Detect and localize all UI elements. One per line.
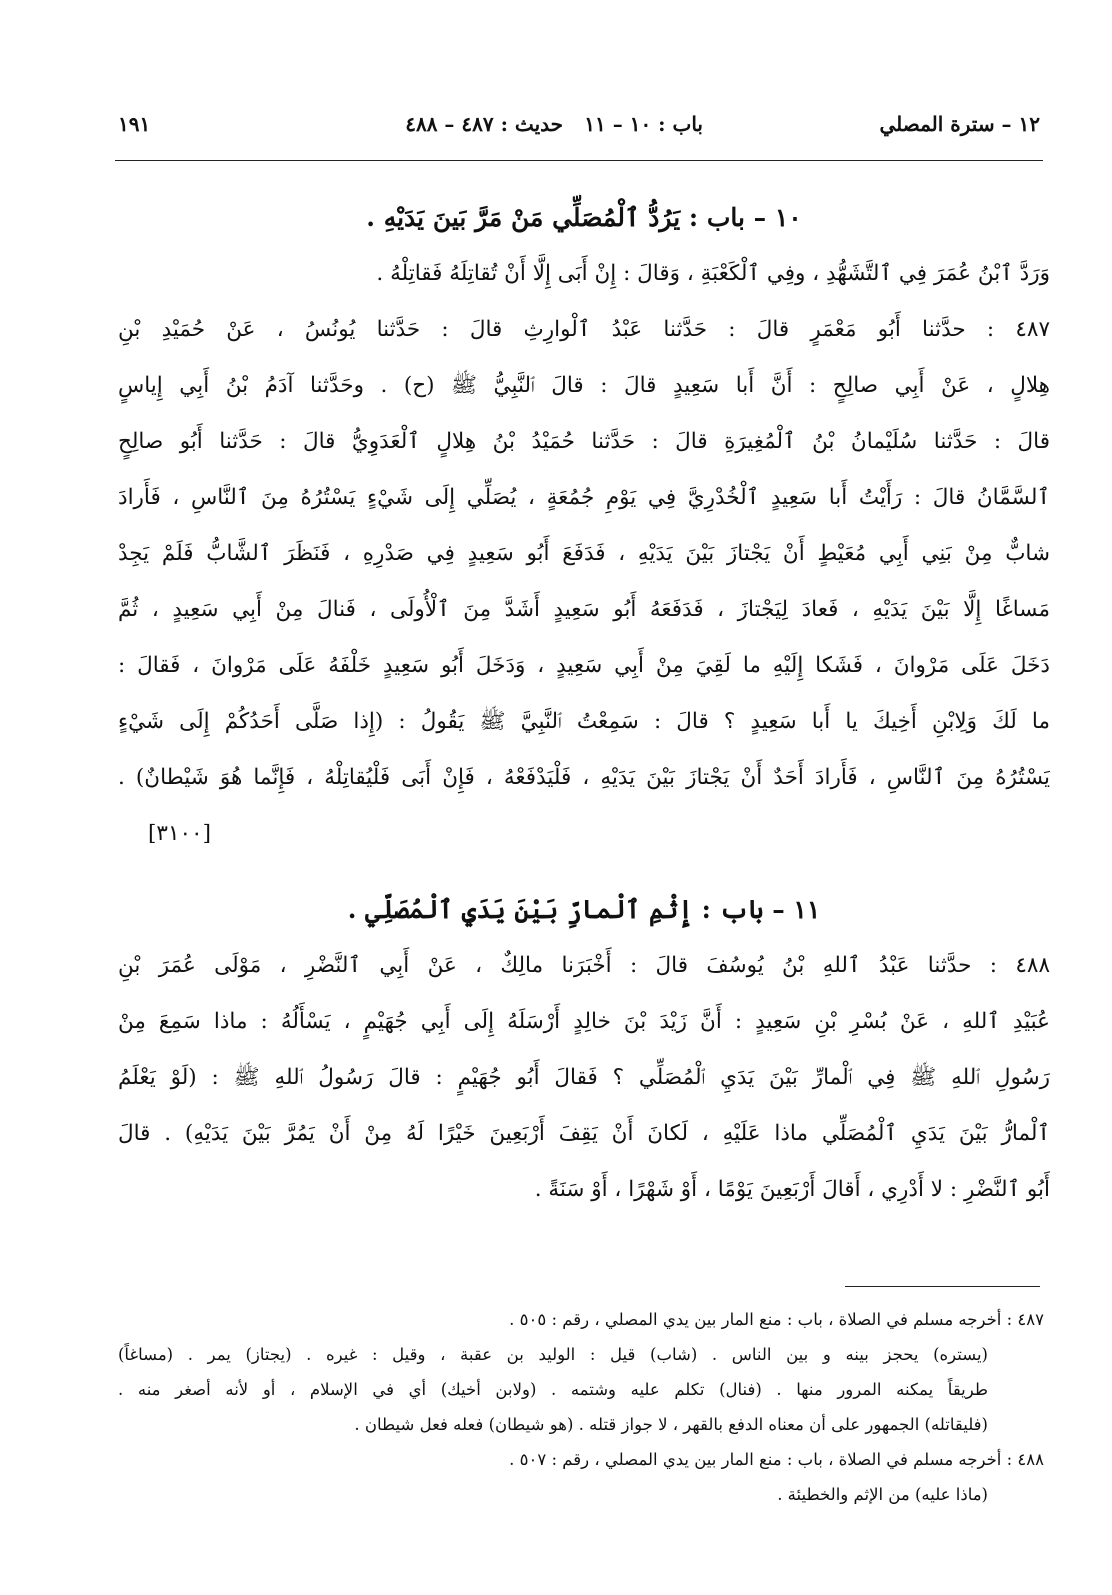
footnote-487-gloss: طريقاً يمكنه المرور منها . (فنال) تكلم عليه وشتمه . (ولابن أخيك) أي في الإسلام ، أو لأنه أصغر منه . <box>118 1380 988 1399</box>
cross-reference: [٣١٠٠] <box>148 821 211 846</box>
section-10 <box>118 190 1050 862</box>
footnote-487-gloss: (يستره) يحجز بينه و بين الناس . (شاب) قيل : الوليد بن عقبة ، وقيل : غيره . (يجتاز) يمر . (مساغاً) <box>118 1345 988 1364</box>
section-11-heading: ١١ – باب : إِثْمِ ٱلْمارِّ بَيْنَ يَدَيِ ٱلْمُصَلِّي . <box>347 895 821 924</box>
footnote-488-gloss: (ماذا عليه) من الإثم والخطيئة . <box>777 1485 988 1504</box>
footnote-487-gloss: (فليقاتله) الجمهور على أن معناه الدفع بالقهر ، لا جواز قتله . (هو شيطان) فعله فعل شيطان . <box>354 1415 988 1434</box>
header-rule <box>115 160 1043 161</box>
section-11 <box>118 882 1050 1218</box>
footnote-487-source: ٤٨٧ : أخرجه مسلم في الصلاة ، باب : منع المار بين يدي المصلي ، رقم : ٥٠٥ . <box>509 1310 1044 1329</box>
chapter-title: ١٢ – سترة المصلي <box>879 112 1040 136</box>
hadith-487-line: دَخَلَ عَلَى مَرْوانَ ، فَشَكا إِلَيْهِ ما لَقِيَ مِنْ أَبِي سَعِيدٍ ، وَدَخَلَ أَبُو سَعِيدٍ خَلْفَهُ عَلَى مَرْوانَ ، فَقالَ : <box>118 653 1050 678</box>
hadith-range: حديث : ٤٨٧ – ٤٨٨ <box>405 112 563 136</box>
hadith-487-line: ما لَكَ وَلِابْنِ أَخِيكَ يا أَبا سَعِيدٍ ؟ قالَ : سَمِعْتُ ٱلنَّبِيَّ ﷺ يَقُولُ : (إِذا صَلَّى أَحَدُكُمْ إِلَى شَيْءٍ <box>118 709 1050 734</box>
footnotes <box>118 1302 1044 1512</box>
running-header <box>118 112 1048 146</box>
hadith-487-line: مَساغًا إِلَّا بَيْنَ يَدَيْهِ ، فَعادَ لِيَجْتازَ ، فَدَفَعَهُ أَبُو سَعِيدٍ أَشَدَّ مِنَ ٱلْأُولَى ، فَنالَ مِنْ أَبِي سَعِيدٍ ، ثُمَّ <box>118 597 1050 622</box>
bab-range: باب : ١٠ – ١١ <box>584 112 703 136</box>
hadith-487-line: يَسْتُرُهُ مِنَ ٱلنَّاسِ ، فَأَرادَ أَحَدٌ أَنْ يَجْتازَ بَيْنَ يَدَيْهِ ، فَلْيَدْفَعْهُ ، فَإِنْ أَبَى فَلْيُقاتِلْهُ ، فَإِنَّما هُوَ شَيْطانٌ) . <box>118 765 1050 790</box>
hadith-487-line: شابٌّ مِنْ بَنِي أَبِي مُعَيْطٍ أَنْ يَجْتازَ بَيْنَ يَدَيْهِ ، فَدَفَعَ أَبُو سَعِيدٍ فِي صَدْرِهِ ، فَنَظَرَ ٱلشَّابُّ فَلَمْ يَجِدْ <box>118 541 1050 566</box>
hadith-488-line: رَسُولِ ٱللهِ ﷺ فِي ٱلْمارِّ بَيْنَ يَدَيِ ٱلْمُصَلِّي ؟ فَقالَ أَبُو جُهَيْمٍ : قالَ رَسُولُ ٱللهِ ﷺ : (لَوْ يَعْلَمُ <box>118 1065 1050 1090</box>
hadith-488-line: أَبُو ٱلنَّضْرِ : لا أَدْرِي ، أَقالَ أَرْبَعِينَ يَوْمًا ، أَوْ شَهْرًا ، أَوْ سَنَةً . <box>534 1177 1050 1202</box>
hadith-488-line: ٤٨٨ : حدَّثنا عَبْدُ ٱللهِ بْنُ يُوسُفَ قالَ : أَخْبَرَنا مالِكٌ ، عَنْ أَبِي ٱلنَّضْرِ ، مَوْلَى عُمَرَ بْنِ <box>118 953 1050 978</box>
footnote-488-source: ٤٨٨ : أخرجه مسلم في الصلاة ، باب : منع المار بين يدي المصلي ، رقم : ٥٠٧ . <box>509 1450 1044 1469</box>
hadith-488-line: ٱلْمارُّ بَيْنَ يَدَيِ ٱلْمُصَلِّي ماذا عَلَيْهِ ، لَكانَ أَنْ يَقِفَ أَرْبَعِينَ خَيْرًا لَهُ مِنْ أَنْ يَمُرَّ بَيْنَ يَدَيْهِ) . قالَ <box>118 1121 1050 1146</box>
hadith-487-line: هِلالٍ ، عَنْ أَبِي صالِحٍ : أَنَّ أَبا سَعِيدٍ قالَ : قالَ ٱلنَّبِيُّ ﷺ (ح) . وحَدَّثنا آدَمُ بْنُ أَبِي إِياسٍ <box>118 373 1050 398</box>
page-number: ١٩١ <box>118 112 151 136</box>
footnote-rule <box>845 1286 1040 1287</box>
hadith-487-line: ٱلسَّمَّانُ قالَ : رَأَيْتُ أَبا سَعِيدٍ ٱلْخُدْرِيَّ فِي يَوْمِ جُمُعَةٍ ، يُصَلِّي إِلَى شَيْءٍ يَسْتُرُهُ مِنَ ٱلنَّاسِ ، فَأَرادَ <box>118 485 1050 510</box>
section-10-heading: ١٠ – باب : يَرُدُّ ٱلْمُصَلِّي مَنْ مَرَّ بَينَ يَدَيْهِ . <box>366 203 802 232</box>
section-10-intro: وَرَدَّ ٱبْنُ عُمَرَ فِي ٱلتَّشَهُّدِ ، وفِي ٱلْكَعْبَةِ ، وَقالَ : إِنْ أَبَى إِلَّا أَنْ تُقاتِلَهُ فَقاتِلْهُ . <box>376 261 1050 286</box>
hadith-488-line: عُبَيْدِ ٱللهِ ، عَنْ بُسْرِ بْنِ سَعِيدٍ : أَنَّ زَيْدَ بْنَ خالِدٍ أَرْسَلَهُ إِلَى أَبِي جُهَيْمٍ ، يَسْأَلُهُ : ماذا سَمِعَ مِنْ <box>118 1009 1050 1034</box>
hadith-487-line: ٤٨٧ : حدَّثنا أَبُو مَعْمَرٍ قالَ : حَدَّثنا عَبْدُ ٱلْوارِثِ قالَ : حَدَّثنا يُونُسُ ، عَنْ حُمَيْدِ بْنِ <box>118 317 1050 342</box>
hadith-487-line: قالَ : حَدَّثنا سُلَيْمانُ بْنُ ٱلْمُغِيرَةِ قالَ : حَدَّثنا حُمَيْدُ بْنُ هِلالٍ ٱلْعَدَوِيُّ قالَ : حَدَّثنا أَبُو صالِحٍ <box>118 429 1050 454</box>
